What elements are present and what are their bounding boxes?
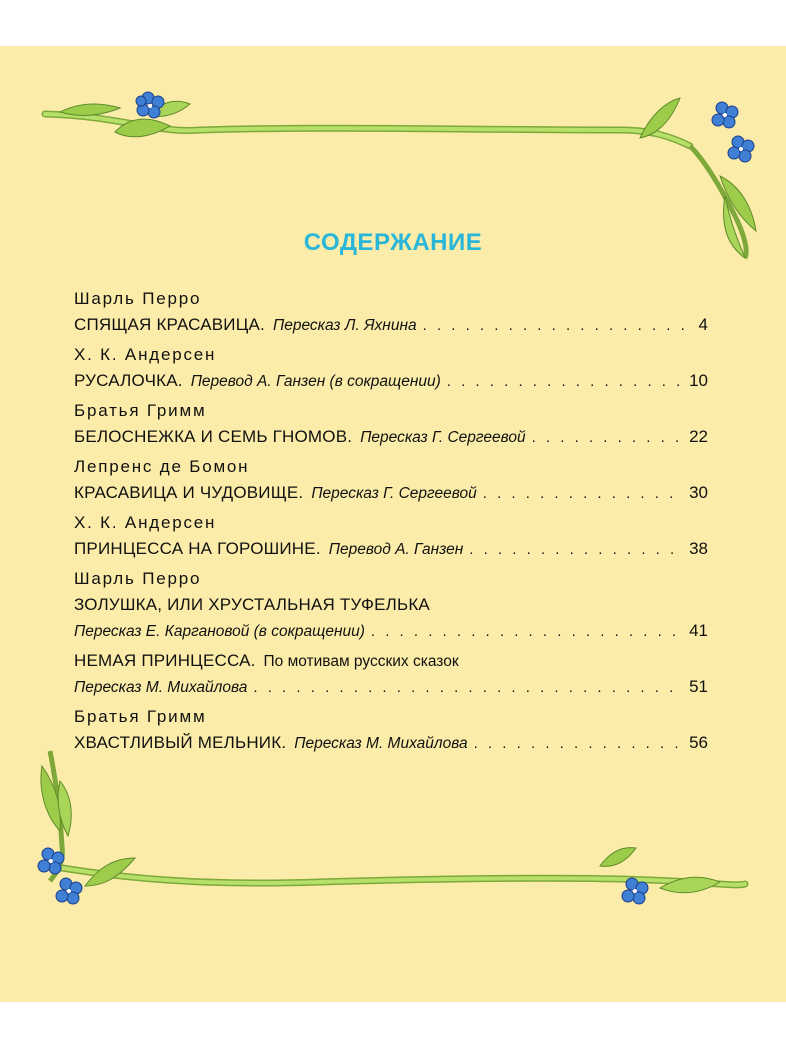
toc-entry[interactable]	[74, 510, 708, 562]
entry-translator-note: Пересказ Г. Сергеевой	[311, 485, 477, 502]
entry-line	[74, 674, 708, 700]
toc-entry[interactable]	[74, 286, 708, 338]
dot-leader	[371, 619, 683, 645]
entry-line	[74, 730, 708, 756]
entry-translator-note: Перевод А. Ганзен (в сокращении)	[190, 373, 441, 390]
entry-page-number: 38	[689, 539, 708, 558]
table-of-contents	[74, 286, 708, 756]
toc-entry[interactable]	[74, 398, 708, 450]
entry-page-number: 4	[698, 315, 708, 334]
book-page	[0, 46, 786, 1002]
entry-page-number: 51	[689, 677, 708, 696]
entry-title: НЕМАЯ ПРИНЦЕССА.	[74, 651, 256, 670]
dot-leader	[423, 313, 693, 339]
entry-line	[74, 618, 708, 644]
entry-author: Х. К. Андерсен	[74, 513, 217, 532]
entry-title: РУСАЛОЧКА.	[74, 371, 183, 390]
entry-author: Шарль Перро	[74, 289, 202, 308]
entry-translator-note: Пересказ Г. Сергеевой	[360, 429, 526, 446]
toc-entry[interactable]	[74, 454, 708, 506]
entry-page-number: 30	[689, 483, 708, 502]
entry-author: Х. К. Андерсен	[74, 345, 217, 364]
dot-leader	[532, 425, 683, 451]
entry-page-number: 22	[689, 427, 708, 446]
entry-line	[74, 424, 708, 450]
bottom-vine-decoration	[38, 751, 745, 904]
entry-title: БЕЛОСНЕЖКА И СЕМЬ ГНОМОВ.	[74, 427, 353, 446]
entry-page-number: 10	[689, 371, 708, 390]
dot-leader	[474, 731, 683, 757]
entry-title: СПЯЩАЯ КРАСАВИЦА.	[74, 315, 265, 334]
entry-line	[74, 592, 708, 618]
dot-leader	[469, 537, 683, 563]
toc-entry[interactable]	[74, 566, 708, 644]
entry-author: Шарль Перро	[74, 569, 202, 588]
entry-line	[74, 312, 708, 338]
toc-entry[interactable]	[74, 648, 708, 700]
toc-entry[interactable]	[74, 342, 708, 394]
entry-author: Братья Гримм	[74, 401, 207, 420]
dot-leader	[483, 481, 683, 507]
dot-leader	[447, 369, 683, 395]
entry-title: ХВАСТЛИВЫЙ МЕЛЬНИК.	[74, 733, 287, 752]
entry-author: Лепренс де Бомон	[74, 457, 250, 476]
dot-leader	[253, 675, 683, 701]
entry-translator-note: Перевод А. Ганзен	[328, 541, 464, 558]
entry-translator-note: Пересказ М. Михайлова	[294, 735, 468, 752]
entry-translator-note: Пересказ Е. Каргановой (в сокращении)	[74, 623, 365, 640]
entry-line	[74, 480, 708, 506]
entry-title: ПРИНЦЕССА НА ГОРОШИНЕ.	[74, 539, 321, 558]
entry-title: ЗОЛУШКА, ИЛИ ХРУСТАЛЬНАЯ ТУФЕЛЬКА	[74, 595, 430, 614]
toc-entry[interactable]	[74, 704, 708, 756]
contents-heading: СОДЕРЖАНИЕ	[303, 229, 483, 256]
entry-line	[74, 368, 708, 394]
entry-translator-note: Пересказ М. Михайлова	[74, 679, 248, 696]
entry-page-number: 41	[689, 621, 708, 640]
entry-line	[74, 536, 708, 562]
entry-line	[74, 648, 708, 674]
entry-page-number: 56	[689, 733, 708, 752]
entry-translator-note: Пересказ Л. Яхнина	[272, 317, 417, 334]
entry-author: Братья Гримм	[74, 707, 207, 726]
entry-source-note: По мотивам русских сказок	[263, 653, 459, 670]
entry-title: КРАСАВИЦА И ЧУДОВИЩЕ.	[74, 483, 304, 502]
